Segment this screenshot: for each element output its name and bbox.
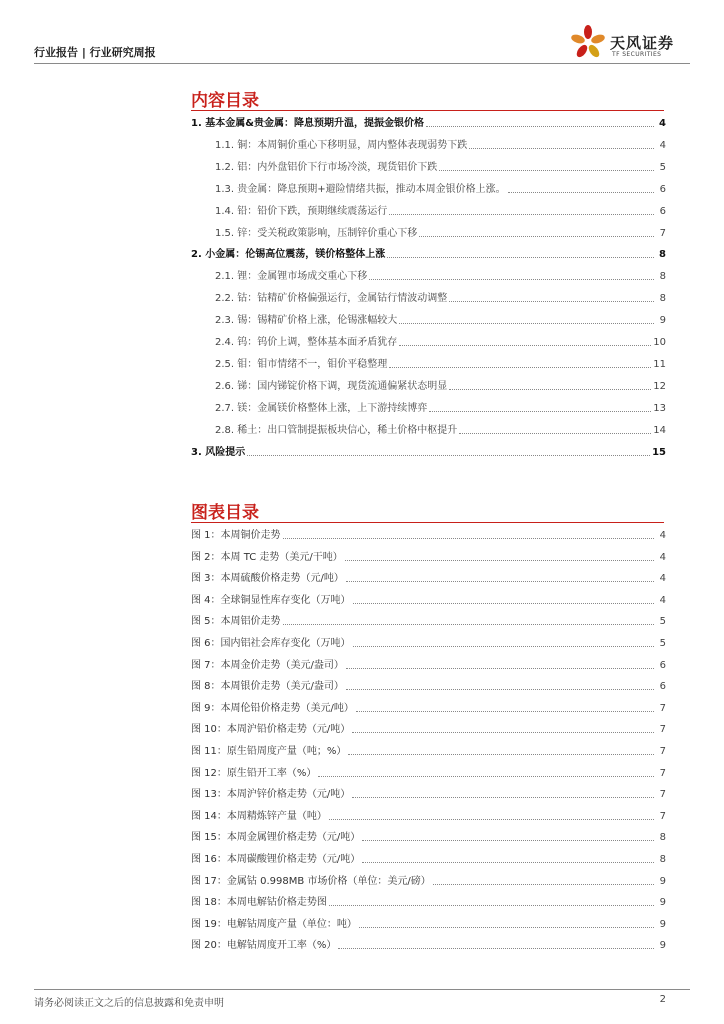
figure-entry-text: 图 5：本周铝价走势 bbox=[191, 616, 281, 628]
figure-entry-page: 6 bbox=[659, 659, 666, 671]
figure-entry-text: 图 2：本周 TC 走势（美元/干吨） bbox=[191, 551, 343, 563]
figure-entry-text: 图 11：原生铅周度产量（吨；%） bbox=[191, 746, 347, 757]
dot-leader bbox=[283, 538, 654, 539]
page-number: 2 bbox=[659, 994, 666, 1005]
figure-list-link[interactable] bbox=[191, 894, 666, 909]
dot-leader bbox=[353, 646, 654, 647]
figure-entry-text: 图 19：电解钴周度产量（单位：吨） bbox=[191, 918, 357, 930]
figure-list-link[interactable] bbox=[191, 678, 666, 693]
toc-entry-text: 2.3. 锡：锡精矿价格上涨，伦锡涨幅较大 bbox=[215, 315, 398, 326]
figure-list-link[interactable] bbox=[191, 700, 666, 715]
report-header: 行业报告 | 行业研究周报 bbox=[34, 46, 156, 59]
toc-entry-text: 2.2. 钴：钴精矿价格偏强运行，金属钴行情波动调整 bbox=[215, 293, 448, 304]
dot-leader bbox=[369, 279, 654, 280]
dot-leader bbox=[419, 236, 654, 237]
toc-entry-page: 12 bbox=[653, 381, 666, 392]
dot-leader bbox=[329, 819, 654, 820]
figure-entry-page: 7 bbox=[659, 767, 666, 779]
figure-entry-page: 7 bbox=[659, 702, 666, 714]
figure-entry-page: 7 bbox=[659, 789, 666, 801]
figure-entry-page: 7 bbox=[659, 724, 666, 736]
dot-leader bbox=[348, 754, 654, 755]
dot-leader bbox=[449, 301, 654, 302]
toc-section-link[interactable] bbox=[191, 115, 666, 130]
dot-leader bbox=[356, 711, 654, 712]
figure-list-link[interactable] bbox=[191, 765, 666, 780]
toc-title-rule bbox=[191, 110, 664, 111]
dot-leader bbox=[318, 776, 654, 777]
toc-entry-text: 2.5. 钼：钼市情绪不一，钼价平稳整理 bbox=[215, 359, 388, 370]
figure-list-link[interactable] bbox=[191, 635, 666, 650]
dot-leader bbox=[469, 148, 654, 149]
dot-leader bbox=[346, 668, 654, 669]
figure-entry-text: 图 18：本周电解钴价格走势图 bbox=[191, 897, 327, 909]
dot-leader bbox=[346, 689, 654, 690]
figure-entry-page: 4 bbox=[659, 594, 666, 606]
figure-list-link[interactable] bbox=[191, 829, 666, 844]
figure-list-link[interactable] bbox=[191, 613, 666, 628]
figures-title: 图表目录 bbox=[191, 503, 259, 523]
toc-entry-text: 2.8. 稀土：出口管制提振板块信心，稀土价格中枢提升 bbox=[215, 425, 458, 436]
figure-entry-text: 图 8：本周银价走势（美元/盎司） bbox=[191, 681, 344, 693]
figure-entry-text: 图 7：本周金价走势（美元/盎司） bbox=[191, 659, 344, 671]
toc-entry-text: 1.2. 铝：内外盘铝价下行市场冷淡，现货铝价下跌 bbox=[215, 162, 438, 173]
figure-entry-text: 图 4：全球铜显性库存变化（万吨） bbox=[191, 594, 351, 606]
figure-entry-page: 7 bbox=[659, 746, 666, 757]
figure-entry-text: 图 20：电解钴周度开工率（%） bbox=[191, 940, 337, 952]
dot-leader bbox=[362, 862, 654, 863]
figure-entry-text: 图 10：本周沪铅价格走势（元/吨） bbox=[191, 724, 351, 736]
toc-subsection-link[interactable] bbox=[215, 225, 666, 240]
footer-disclaimer: 请务必阅读正文之后的信息披露和免责申明 bbox=[34, 998, 224, 1009]
dot-leader bbox=[459, 433, 651, 434]
figure-entry-page: 9 bbox=[659, 897, 666, 909]
logo-name-en: TF SECURITIES bbox=[612, 51, 662, 58]
figure-entry-page: 6 bbox=[659, 681, 666, 693]
toc-entry-text: 2.4. 钨：钨价上调，整体基本面矛盾犹存 bbox=[215, 337, 398, 348]
dot-leader bbox=[387, 257, 654, 258]
toc-entry-text: 3. 风险提示 bbox=[191, 447, 246, 458]
figure-entry-page: 9 bbox=[659, 940, 666, 952]
toc-entry-text: 2.6. 锑：国内锑锭价格下调，现货流通偏紧状态明显 bbox=[215, 381, 448, 392]
figure-list-link[interactable] bbox=[191, 570, 666, 585]
figures-title-rule bbox=[191, 522, 664, 523]
dot-leader bbox=[338, 948, 654, 949]
figure-entry-page: 9 bbox=[659, 918, 666, 930]
figure-entry-page: 4 bbox=[659, 530, 666, 541]
toc-entry-page: 4 bbox=[659, 118, 666, 129]
toc-subsection-link[interactable] bbox=[215, 181, 666, 196]
toc-entry-text: 1.4. 铅：铅价下跌，预期继续震荡运行 bbox=[215, 206, 388, 217]
figure-entry-text: 图 6：国内铝社会库存变化（万吨） bbox=[191, 638, 351, 649]
toc-subsection-link[interactable] bbox=[215, 312, 666, 327]
figure-entry-page: 8 bbox=[659, 832, 666, 844]
dot-leader bbox=[399, 345, 651, 346]
toc-entry-text: 2.7. 镁：金属镁价格整体上涨，上下游持续博弈 bbox=[215, 403, 428, 414]
toc-section-link[interactable] bbox=[191, 246, 666, 261]
toc-entry-page: 10 bbox=[653, 337, 666, 348]
toc-entry-page: 11 bbox=[653, 359, 666, 370]
dot-leader bbox=[345, 560, 654, 561]
toc-entry-page: 13 bbox=[653, 403, 666, 414]
dot-leader bbox=[426, 126, 654, 127]
dot-leader bbox=[329, 905, 654, 906]
toc-subsection-link[interactable] bbox=[215, 356, 666, 371]
toc-entry-page: 6 bbox=[659, 206, 666, 217]
dot-leader bbox=[449, 389, 651, 390]
toc-entry-page: 15 bbox=[652, 447, 666, 458]
toc-subsection-link[interactable] bbox=[215, 290, 666, 305]
figure-list-link[interactable] bbox=[191, 937, 666, 952]
toc-entry-page: 6 bbox=[659, 184, 666, 195]
toc-entry-text: 2.1. 锂：金属锂市场成交重心下移 bbox=[215, 271, 368, 282]
toc-subsection-link[interactable] bbox=[215, 159, 666, 174]
toc-entry-text: 1.5. 锌：受关税政策影响，压制锌价重心下移 bbox=[215, 228, 418, 239]
figure-entry-text: 图 15：本周金属锂价格走势（元/吨） bbox=[191, 832, 361, 844]
header-divider bbox=[34, 63, 690, 64]
dot-leader bbox=[439, 170, 654, 171]
toc-subsection-link[interactable] bbox=[215, 203, 666, 218]
figure-list-link[interactable] bbox=[191, 873, 666, 888]
figure-entry-text: 图 3：本周硫酸价格走势（元/吨） bbox=[191, 573, 344, 585]
dot-leader bbox=[247, 455, 650, 456]
figure-entry-page: 5 bbox=[659, 616, 666, 628]
figure-list-link[interactable] bbox=[191, 721, 666, 736]
toc-entry-page: 4 bbox=[659, 140, 666, 151]
toc-entry-text: 2. 小金属：伦锡高位震荡，镁价格整体上涨 bbox=[191, 249, 386, 260]
figure-list-link[interactable] bbox=[191, 527, 666, 542]
dot-leader bbox=[429, 411, 651, 412]
figure-entry-page: 9 bbox=[659, 875, 666, 887]
figure-entry-text: 图 12：原生铅开工率（%） bbox=[191, 767, 317, 779]
figure-entry-page: 4 bbox=[659, 573, 666, 585]
dot-leader bbox=[353, 603, 654, 604]
figure-entry-text: 图 13：本周沪锌价格走势（元/吨） bbox=[191, 789, 351, 801]
figure-entry-text: 图 14：本周精炼锌产量（吨） bbox=[191, 810, 327, 822]
dot-leader bbox=[359, 927, 654, 928]
figure-list-link[interactable] bbox=[191, 786, 666, 801]
dot-leader bbox=[346, 581, 654, 582]
dot-leader bbox=[508, 192, 654, 193]
figure-entry-page: 4 bbox=[659, 551, 666, 563]
figure-list-link[interactable] bbox=[191, 592, 666, 607]
toc-entry-page: 7 bbox=[659, 228, 666, 239]
toc-title: 内容目录 bbox=[191, 91, 259, 111]
toc-entry-text: 1.3. 贵金属：降息预期+避险情绪共振，推动本周金银价格上涨。 bbox=[215, 184, 506, 195]
figure-entry-text: 图 17：金属钴 0.998MB 市场价格（单位：美元/磅） bbox=[191, 875, 431, 887]
dot-leader bbox=[352, 797, 654, 798]
figure-entry-page: 8 bbox=[659, 854, 666, 865]
figure-list-link[interactable] bbox=[191, 851, 666, 866]
figure-entry-page: 5 bbox=[659, 638, 666, 649]
toc-entry-text: 1.1. 铜：本周铜价重心下移明显，周内整体表现弱势下跌 bbox=[215, 140, 468, 151]
figure-list-link[interactable] bbox=[191, 808, 666, 823]
toc-subsection-link[interactable] bbox=[215, 378, 666, 393]
figure-entry-text: 图 16：本周碳酸锂价格走势（元/吨） bbox=[191, 854, 361, 865]
figure-list-link[interactable] bbox=[191, 549, 666, 564]
footer-divider bbox=[34, 989, 690, 990]
toc-entry-page: 5 bbox=[659, 162, 666, 173]
flower-logo-icon bbox=[568, 22, 608, 62]
toc-subsection-link[interactable] bbox=[215, 268, 666, 283]
figure-list-link[interactable] bbox=[191, 657, 666, 672]
toc-section-link[interactable] bbox=[191, 444, 666, 459]
dot-leader bbox=[352, 732, 654, 733]
figure-list-link[interactable] bbox=[191, 743, 666, 758]
toc-entry-page: 14 bbox=[653, 425, 666, 436]
dot-leader bbox=[362, 840, 654, 841]
toc-entry-page: 8 bbox=[659, 249, 666, 260]
toc-entry-page: 8 bbox=[659, 293, 666, 304]
company-logo bbox=[568, 22, 688, 62]
toc-entry-page: 8 bbox=[659, 271, 666, 282]
toc-subsection-link[interactable] bbox=[215, 137, 666, 152]
figure-list-link[interactable] bbox=[191, 916, 666, 931]
dot-leader bbox=[283, 624, 654, 625]
toc-subsection-link[interactable] bbox=[215, 400, 666, 415]
dot-leader bbox=[399, 323, 654, 324]
figure-entry-page: 7 bbox=[659, 810, 666, 822]
figure-entry-text: 图 1：本周铜价走势 bbox=[191, 530, 281, 541]
figure-entry-text: 图 9：本周伦铅价格走势（美元/吨） bbox=[191, 702, 354, 714]
logo-name-cn: 天风证券 bbox=[610, 34, 675, 52]
dot-leader bbox=[389, 367, 651, 368]
toc-entry-page: 9 bbox=[659, 315, 666, 326]
dot-leader bbox=[389, 214, 654, 215]
toc-entry-text: 1. 基本金属&贵金属：降息预期升温，提振金银价格 bbox=[191, 118, 424, 129]
toc-subsection-link[interactable] bbox=[215, 422, 666, 437]
toc-subsection-link[interactable] bbox=[215, 334, 666, 349]
dot-leader bbox=[433, 884, 654, 885]
